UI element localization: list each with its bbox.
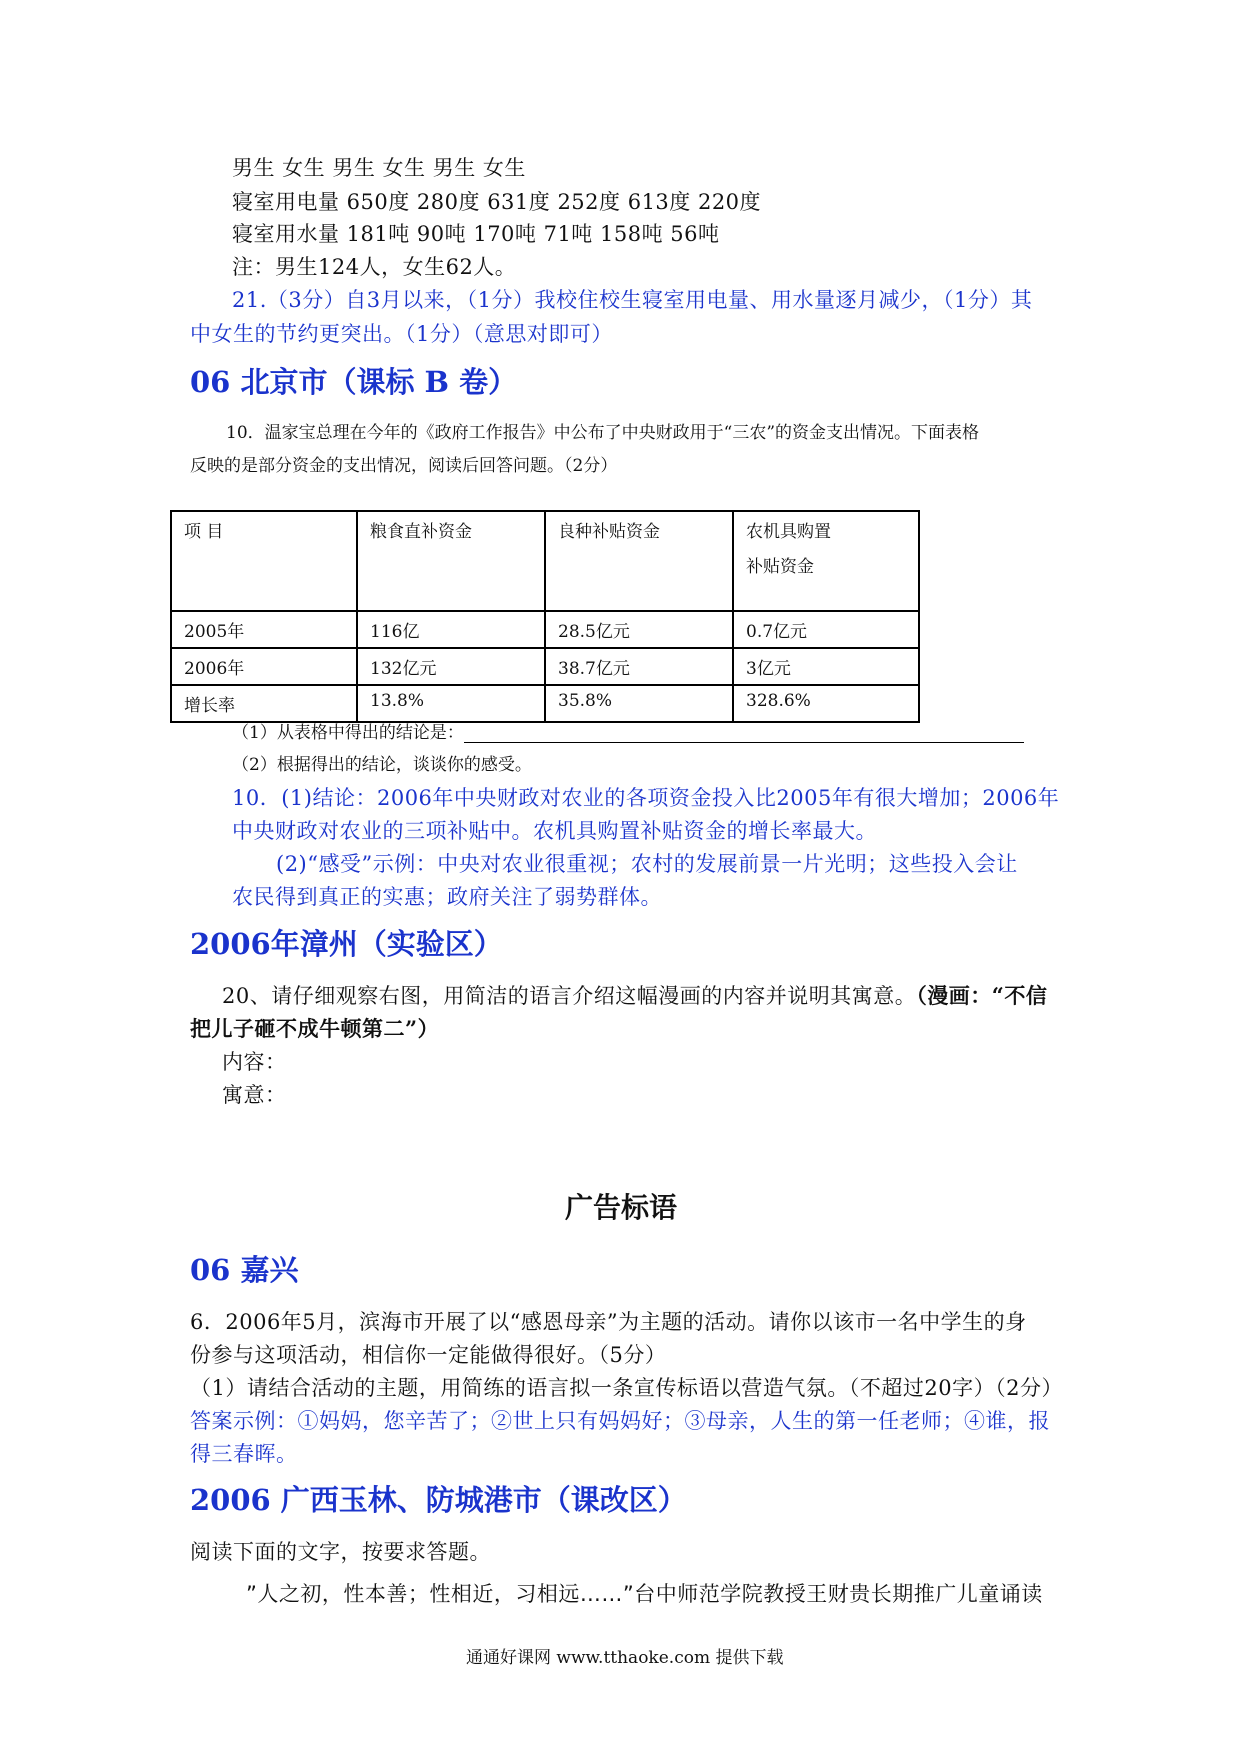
table-cell: 116亿 <box>357 611 545 648</box>
table-header-line: 补贴资金 <box>746 557 814 577</box>
water-row: 寝室用水量 181吨 90吨 170吨 71吨 158吨 56吨 <box>232 222 720 246</box>
table-cell: 2005年 <box>171 611 357 648</box>
content-label: 内容： <box>222 1050 287 1074</box>
reading-passage-line1: ”人之初，性本善；性相近，习相远……”台中师范学院教授王财贵长期推广儿童诵读 <box>246 1582 1043 1606</box>
table-cell: 328.6% <box>733 685 919 722</box>
stats-note: 注：男生124人，女生62人。 <box>232 255 517 279</box>
table-row <box>171 611 919 648</box>
heading-jiaxing: 06 嘉兴 <box>190 1253 299 1287</box>
sub-question-1 <box>232 718 1024 743</box>
table-header-line: 农机具购置 <box>746 522 831 542</box>
electricity-row: 寝室用电量 650度 280度 631度 252度 613度 220度 <box>232 190 762 214</box>
answer-21-line2: 中女生的节约更突出。（1分）（意思对即可） <box>190 322 613 346</box>
gender-header-row: 男生 女生 男生 女生 男生 女生 <box>232 156 526 180</box>
table-header-cell: 粮食直补资金 <box>357 511 545 611</box>
table-cell: 13.8% <box>357 685 545 722</box>
table-cell: 38.7亿元 <box>545 648 733 685</box>
question-6-line1: 6．2006年5月，滨海市开展了以“感恩母亲”为主题的活动。请你以该市一名中学生的身 <box>190 1310 1027 1334</box>
sub-question-2: （2）根据得出的结论，谈谈你的感受。 <box>232 755 532 775</box>
page-footer: 通通好课网 www.tthaoke.com 提供下载 <box>466 1648 784 1668</box>
question-20-line2: 把儿子砸不成牛顿第二”） <box>190 1016 440 1041</box>
funding-table <box>170 510 920 723</box>
meaning-label: 寓意： <box>222 1083 287 1107</box>
question-6-line3: （1）请结合活动的主题，用简练的语言拟一条宣传标语以营造气氛。（不超过20字）（2分） <box>190 1376 1063 1400</box>
question-10-line1: 10．温家宝总理在今年的《政府工作报告》中公布了中央财政用于“三农”的资金支出情况。下面表格 <box>226 423 980 443</box>
answer-6-line2: 得三春晖。 <box>190 1442 298 1466</box>
reading-instruction: 阅读下面的文字，按要求答题。 <box>190 1540 491 1564</box>
question-10-line2: 反映的是部分资金的支出情况，阅读后回答问题。（2分） <box>190 456 618 476</box>
table-cell: 35.8% <box>545 685 733 722</box>
answer-6-line1: 答案示例：①妈妈，您辛苦了；②世上只有妈妈好；③母亲，人生的第一任老师；④谁，报 <box>190 1409 1050 1433</box>
heading-zhangzhou: 2006年漳州（实验区） <box>190 927 503 961</box>
table-cell: 3亿元 <box>733 648 919 685</box>
table-row <box>171 648 919 685</box>
answer-blank-line <box>464 724 1024 743</box>
answer-10-line1: 10．(1)结论：2006年中央财政对农业的各项资金投入比2005年有很大增加；2006年 <box>232 786 1060 810</box>
question-20-line1 <box>222 980 1047 1010</box>
answer-10-line4: 农民得到真正的实惠；政府关注了弱势群体。 <box>232 885 662 909</box>
table-header-cell: 项 目 <box>171 511 357 611</box>
table-cell: 增长率 <box>171 685 357 722</box>
question-20-cartoon-title: （漫画：“不信 <box>916 983 1048 1008</box>
answer-10-line3: (2)“感受”示例：中央对农业很重视；农村的发展前景一片光明；这些投入会让 <box>276 852 1018 876</box>
table-header-row <box>171 511 919 611</box>
table-cell: 28.5亿元 <box>545 611 733 648</box>
section-title-ad-slogans: 广告标语 <box>565 1191 678 1224</box>
answer-10-line2: 中央财政对农业的三项补贴中。农机具购置补贴资金的增长率最大。 <box>232 819 877 843</box>
table-header-cell <box>733 511 919 611</box>
heading-beijing: 06 北京市（课标 B 卷） <box>190 365 518 399</box>
table-cell: 132亿元 <box>357 648 545 685</box>
sub-question-1-label: （1）从表格中得出的结论是： <box>232 723 464 743</box>
heading-guangxi: 2006 广西玉林、防城港市（课改区） <box>190 1483 687 1517</box>
table-cell: 2006年 <box>171 648 357 685</box>
table-header-cell: 良种补贴资金 <box>545 511 733 611</box>
table-row <box>171 685 919 722</box>
question-6-line2: 份参与这项活动，相信你一定能做得很好。（5分） <box>190 1343 667 1367</box>
question-20-text: 20、请仔细观察右图，用简洁的语言介绍这幅漫画的内容并说明其寓意。 <box>222 984 917 1008</box>
table-cell: 0.7亿元 <box>733 611 919 648</box>
answer-21-line1: 21.（3分）自3月以来，（1分）我校住校生寝室用电量、用水量逐月减少，（1分）其 <box>232 288 1033 312</box>
